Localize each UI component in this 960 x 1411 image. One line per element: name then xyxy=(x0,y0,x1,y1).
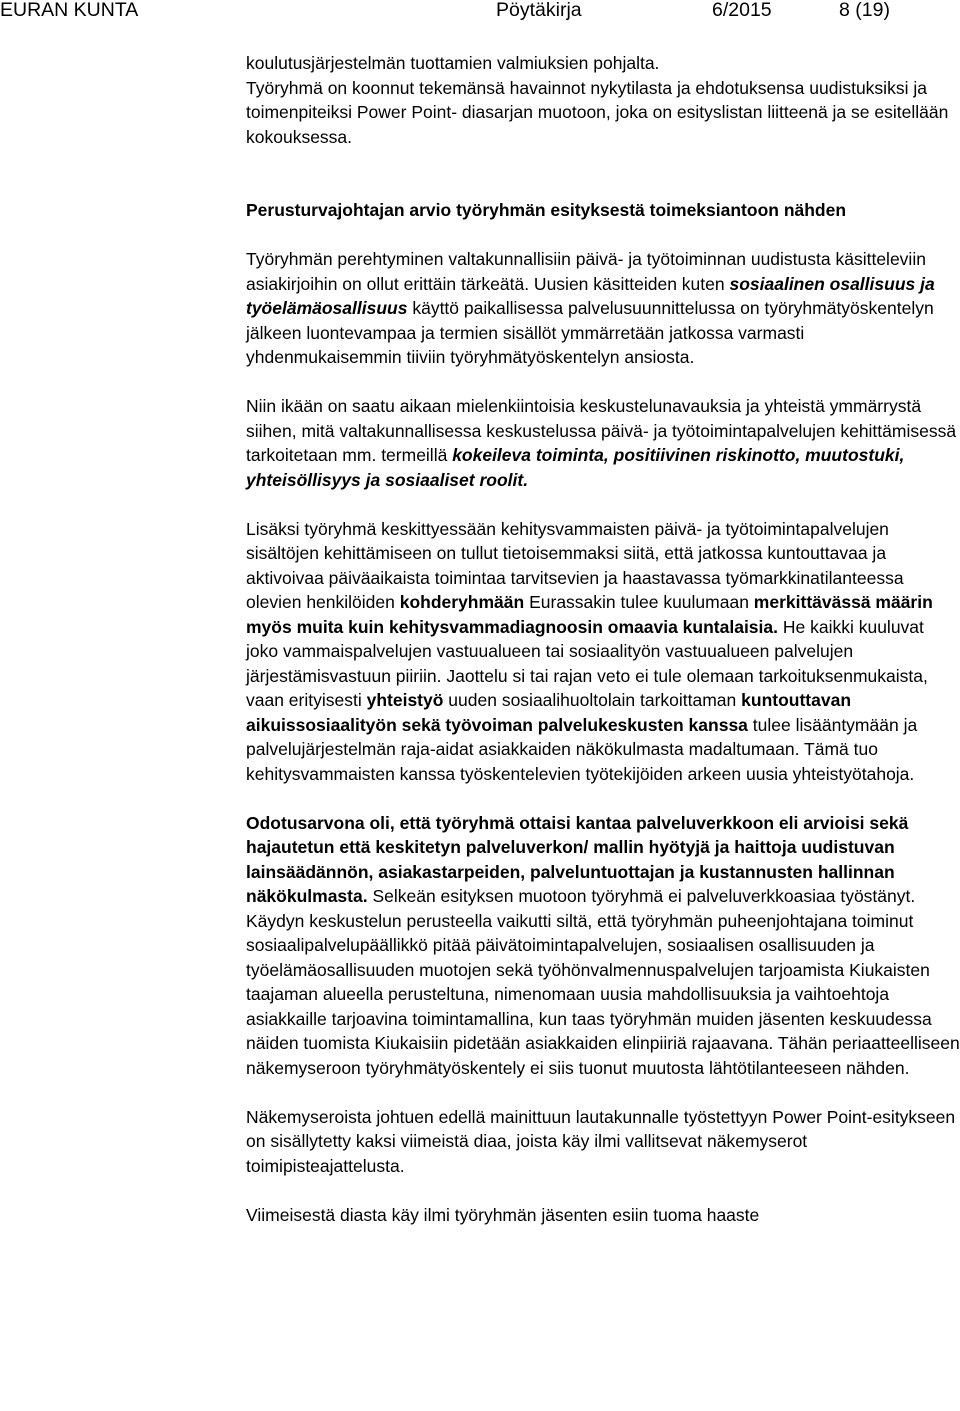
document-type: Pöytäkirja xyxy=(496,0,582,21)
p1-text-a: Työryhmän perehtyminen valtakunnallisiin päivä- ja työtoiminnan uudistusta käsitteleviin asiakirjoihin on ollut erittäin tärkeätä. Uusien käsitteiden kuten xyxy=(246,249,926,294)
intro-line-1: koulutusjärjestelmän tuottamien valmiuksien pohjalta. xyxy=(246,53,660,73)
p3-text-g: uuden sosiaalihuoltolain tarkoittaman xyxy=(443,690,742,710)
paragraph-4 xyxy=(246,811,960,1081)
p4-text-b: Selkeän esityksen muotoon työryhmä ei palveluverkkoasiaa työstänyt. Käydyn keskustelun perusteella vaikutti siltä, että työryhmän puheenjohtajana toiminut sosiaalipalvelupäällikkö pitää päivätoimintapalvelujen, sosiaalisen osallisuuden ja työelämäosallisuuden muotojen sekä työhönvalmennuspalvelujen tarjoamista Kiukaisten taajaman alueella perusteltuna, nimenomaan uusia mahdollisuuksia ja vaihtoehtoja asiakkaille tarjoavina toimintamallina, kun taas työryhmän muiden jäsenten keskuudessa näiden tuomista Kiukaisiin pidetään asiakkaiden elinpiiriä rajaavana. Tähän periaatteelliseen näkemyseroon työryhmätyöskentely ei siis tuonut muutosta lähtötilanteeseen nähden. xyxy=(246,886,960,1078)
page-number: 8 (19) xyxy=(839,0,890,21)
p2-emphasis: kokeileva toiminta, positiivinen riskinotto, muutostuki, yhteisöllisyys ja sosiaaliset roolit. xyxy=(246,445,905,490)
organization-name: EURAN KUNTA xyxy=(0,0,139,21)
section-heading: Perusturvajohtajan arvio työryhmän esityksestä toimeksiantoon nähden xyxy=(246,200,847,220)
document-number: 6/2015 xyxy=(712,0,772,21)
p3-text-i: tulee lisääntymään ja palvelujärjestelmän raja-aidat asiakkaiden näkökulmasta madaltumaan. Tämä tuo kehitysvammaisten kanssa työskentelevien työtekijöiden arkeen uusia yhteistyötahoja. xyxy=(246,714,918,784)
document-body xyxy=(246,51,960,1227)
p3-bold-h: kuntouttavan aikuissosiaalityön sekä työvoiman palvelukeskusten kanssa xyxy=(246,690,852,735)
p3-text-c: Eurassakin tulee kuulumaan xyxy=(524,592,754,612)
intro-line-2: Työryhmä on koonnut tekemänsä havainnot nykytilasta ja ehdotuksensa uudistuksiksi ja toimenpiteiksi Power Point- diasarjan muotoon, joka on esityslistan liitteenä ja se esitellään kokouksessa. xyxy=(246,77,949,147)
p3-bold-b: kohderyhmään xyxy=(399,592,525,612)
p3-bold-f: yhteistyö xyxy=(366,690,444,710)
p4-bold-a: Odotusarvona oli, että työryhmä ottaisi kantaa palveluverkkoon eli arvioisi sekä hajautetun että keskitetyn palveluverkon/ mallin hyötyjä ja haittoja uudistuvan lainsäädännön, asiakastarpeiden, palveluntuottajan ja kustannusten hallinnan näkökulmasta. xyxy=(246,812,909,906)
paragraph-3 xyxy=(246,517,960,787)
paragraph-2 xyxy=(246,394,960,492)
p3-text-e: He kaikki kuuluvat joko vammaispalvelujen vastuualueen tai sosiaalityön vastuualueen palvelujen järjestämisvastuun piiriin. Jaottelu si tai rajan veto ei tule olemaan tarkoituksenmukaista, vaan erityisesti xyxy=(246,616,928,710)
paragraph-1 xyxy=(246,247,960,370)
paragraph-5: Näkemyseroista johtuen edellä mainittuun lautakunnalle työstettyyn Power Point-esitykseen on sisällytetty kaksi viimeistä diaa, joista käy ilmi vallitsevat näkemyserot toimipisteajattelusta. xyxy=(246,1106,956,1176)
p3-text-a: Lisäksi työryhmä keskittyessään kehitysvammaisten päivä- ja työtoimintapalvelujen sisältöjen kehittämiseen on tullut tietoisemmaksi siitä, että jatkossa kuntouttavaa ja aktivoivaa päiväaikaista toimintaa tarvitsevien ja haastavassa työmarkkinatilanteessa olevien henkilöiden xyxy=(246,518,904,612)
page-header xyxy=(0,0,960,26)
paragraph-6: Viimeisestä diasta käy ilmi työryhmän jäsenten esiin tuoma haaste xyxy=(246,1204,760,1225)
p3-bold-d: merkittävässä määrin myös muita kuin kehitysvammadiagnoosin omaavia kuntalaisia. xyxy=(246,592,933,637)
p1-emphasis: sosiaalinen osallisuus ja työelämäosallisuus xyxy=(246,273,935,318)
p2-text-a: Niin ikään on saatu aikaan mielenkiintoisia keskustelunavauksia ja yhteistä ymmärrystä siihen, mitä valtakunnallisessa keskustelussa päivä- ja työtoimintapalvelujen kehittämisessä tarkoitetaan mm. termeillä xyxy=(246,396,957,465)
intro-paragraph xyxy=(246,51,960,149)
p1-text-c: käyttö paikallisessa palvelusuunnittelussa on työryhmätyöskentelyn jälkeen luontevampaa ja termien sisällöt ymmärretään jatkossa varmasti yhdenmukaisemmin tiiviin työryhmätyöskentelyn ansiosta. xyxy=(246,298,934,367)
